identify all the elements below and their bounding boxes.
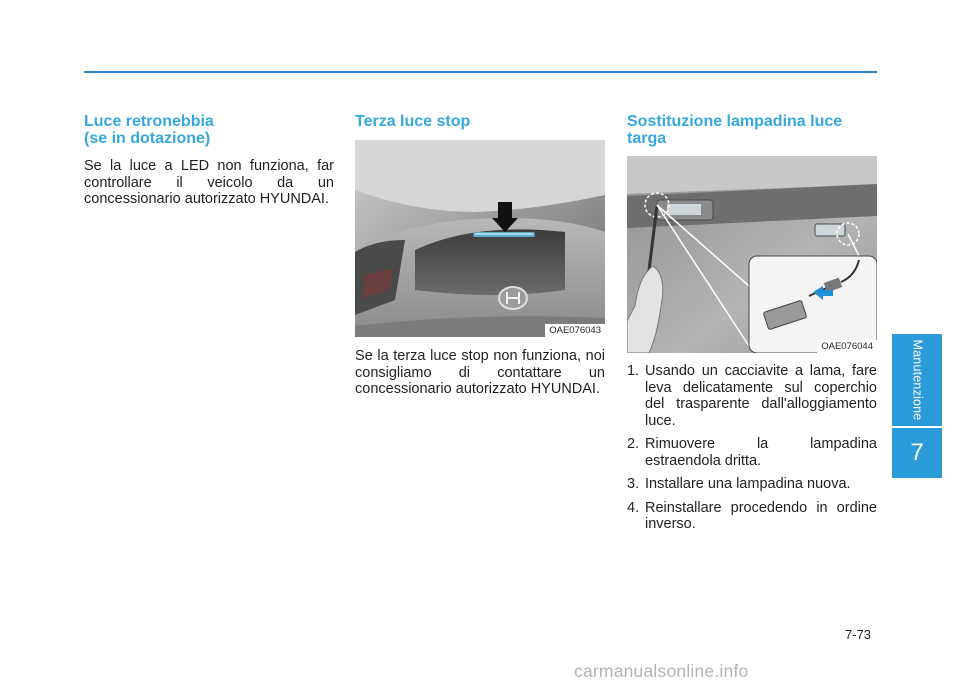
watermark: carmanualsonline.info <box>574 661 749 681</box>
chapter-number: 7 <box>892 428 942 478</box>
section-plate-light <box>627 113 877 540</box>
steps-list <box>627 363 877 533</box>
section-title-plate-light: Sostituzione lampadina luce targa <box>627 113 843 147</box>
section-title-stop-light: Terza luce stop <box>355 113 471 130</box>
section-third-stop-light <box>355 113 605 398</box>
plate-light-figure <box>627 156 877 353</box>
list-item: 1. Usando un cacciavite a lama, fare leva delicatamente sul coperchio del trasparente dall'alloggiamento luce. <box>627 363 877 429</box>
figure-code: OAE076044 <box>817 340 877 353</box>
list-item: 3. Installare una lampadina nuova. <box>627 476 851 492</box>
top-rule <box>84 71 877 73</box>
page-number: 7-73 <box>845 627 872 642</box>
list-item: 2. Rimuovere la lampadina estraendola dritta. <box>627 436 877 469</box>
plate-light-illustration <box>627 156 877 353</box>
stop-light-figure <box>355 140 605 337</box>
car-rear-illustration <box>355 140 605 337</box>
fog-light-text: Se la luce a LED non funziona, far controllare il veicolo da un concessionario autorizzato HYUNDAI. <box>84 158 334 207</box>
figure-code: OAE076043 <box>545 324 605 337</box>
chapter-label: Manutenzione <box>910 339 924 421</box>
list-item: 4. Reinstallare procedendo in ordine inverso. <box>627 499 877 532</box>
section-title-fog-light: Luce retronebbia (se in dotazione) <box>84 113 214 147</box>
stop-light-text: Se la terza luce stop non funziona, noi consigliamo di contattare un concessionario autorizzato HYUNDAI. <box>355 348 605 397</box>
section-fog-light <box>84 113 334 208</box>
